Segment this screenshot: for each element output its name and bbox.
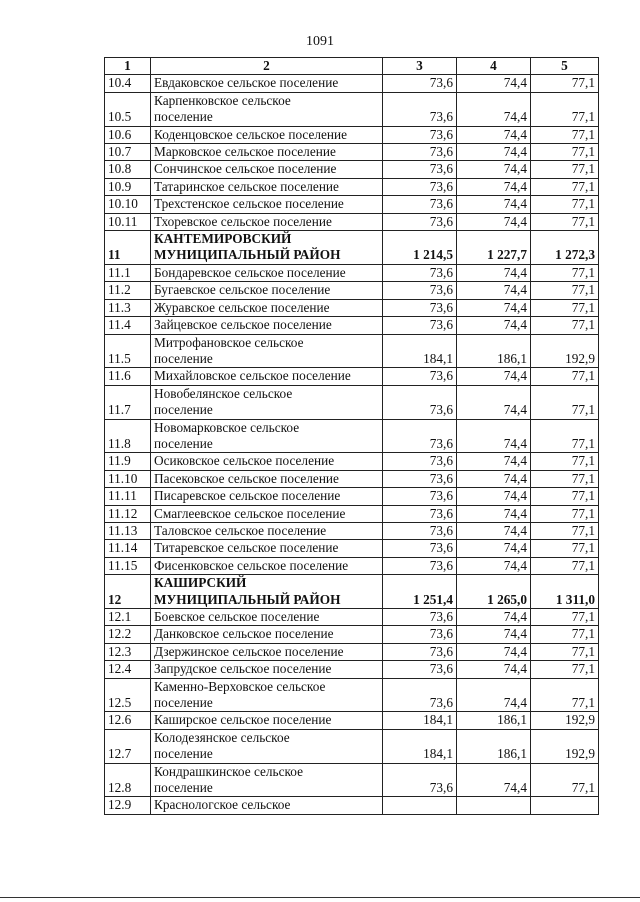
row-value-5: 77,1 <box>531 643 599 660</box>
row-name <box>151 161 383 178</box>
row-value-4: 74,4 <box>457 178 531 195</box>
row-value-4: 74,4 <box>457 282 531 299</box>
row-name-line: Пасековское сельское поселение <box>154 470 339 486</box>
row-name-line: поселение <box>154 746 213 762</box>
table-row <box>105 522 599 539</box>
row-value-4: 74,4 <box>457 505 531 522</box>
row-value-5: 77,1 <box>531 92 599 126</box>
row-value-5: 77,1 <box>531 540 599 557</box>
row-name <box>151 661 383 678</box>
row-value-5: 77,1 <box>531 678 599 712</box>
table-row <box>105 178 599 195</box>
row-number: 11.8 <box>105 419 151 453</box>
row-value-4: 74,4 <box>457 626 531 643</box>
row-value-4 <box>457 797 531 814</box>
row-value-3: 73,6 <box>383 317 457 334</box>
row-name-line: Сончинское сельское поселение <box>154 161 337 177</box>
row-number: 11.5 <box>105 334 151 368</box>
row-value-5: 77,1 <box>531 609 599 626</box>
row-number: 11.9 <box>105 453 151 470</box>
row-value-5: 77,1 <box>531 661 599 678</box>
row-number: 10.7 <box>105 144 151 161</box>
table-row <box>105 505 599 522</box>
table-row <box>105 488 599 505</box>
table-row <box>105 92 599 126</box>
row-name-line: Осиковское сельское поселение <box>154 453 335 469</box>
row-value-4: 74,4 <box>457 213 531 230</box>
row-number: 11.10 <box>105 470 151 487</box>
row-value-4: 74,4 <box>457 540 531 557</box>
row-number: 11.13 <box>105 522 151 539</box>
row-name <box>151 575 383 609</box>
table-row <box>105 540 599 557</box>
row-name-line: Смаглеевское сельское поселение <box>154 505 346 521</box>
row-name <box>151 178 383 195</box>
row-value-3: 73,6 <box>383 75 457 92</box>
row-value-5: 192,9 <box>531 729 599 763</box>
row-number: 11.7 <box>105 385 151 419</box>
row-value-3: 73,6 <box>383 299 457 316</box>
row-value-4: 74,4 <box>457 609 531 626</box>
row-value-3: 73,6 <box>383 609 457 626</box>
row-name <box>151 317 383 334</box>
row-value-3: 1 214,5 <box>383 231 457 265</box>
row-value-3: 73,6 <box>383 678 457 712</box>
row-value-3: 73,6 <box>383 144 457 161</box>
row-value-5: 77,1 <box>531 178 599 195</box>
row-value-3: 73,6 <box>383 196 457 213</box>
row-number: 12 <box>105 575 151 609</box>
row-name <box>151 557 383 574</box>
table-row <box>105 797 599 814</box>
table-row <box>105 299 599 316</box>
row-name-line: Карпенковское сельское <box>154 92 291 108</box>
row-value-3: 73,6 <box>383 470 457 487</box>
row-name <box>151 75 383 92</box>
row-value-4: 74,4 <box>457 661 531 678</box>
row-value-3: 184,1 <box>383 712 457 729</box>
row-name <box>151 626 383 643</box>
table-row <box>105 75 599 92</box>
row-name <box>151 470 383 487</box>
row-value-5: 77,1 <box>531 299 599 316</box>
row-name-line: Колодезянское сельское <box>154 729 290 745</box>
row-value-5: 1 311,0 <box>531 575 599 609</box>
row-value-4: 74,4 <box>457 678 531 712</box>
row-value-3: 73,6 <box>383 661 457 678</box>
row-number: 11.4 <box>105 317 151 334</box>
row-value-3: 73,6 <box>383 453 457 470</box>
row-name-line: МУНИЦИПАЛЬНЫЙ РАЙОН <box>154 591 341 607</box>
row-name <box>151 126 383 143</box>
row-value-4: 74,4 <box>457 144 531 161</box>
row-value-4: 186,1 <box>457 334 531 368</box>
row-value-5: 77,1 <box>531 126 599 143</box>
row-value-5: 77,1 <box>531 196 599 213</box>
table-row <box>105 678 599 712</box>
row-value-5: 77,1 <box>531 419 599 453</box>
row-number: 12.1 <box>105 609 151 626</box>
row-number: 10.11 <box>105 213 151 230</box>
row-value-4: 74,4 <box>457 763 531 797</box>
row-value-5: 77,1 <box>531 161 599 178</box>
row-value-4: 186,1 <box>457 729 531 763</box>
row-name <box>151 678 383 712</box>
row-value-5: 77,1 <box>531 505 599 522</box>
row-value-5: 77,1 <box>531 75 599 92</box>
row-name <box>151 419 383 453</box>
col-header-5: 5 <box>531 58 599 75</box>
row-value-3: 1 251,4 <box>383 575 457 609</box>
table-row <box>105 231 599 265</box>
table-row <box>105 264 599 281</box>
row-value-5: 77,1 <box>531 282 599 299</box>
row-value-5: 77,1 <box>531 453 599 470</box>
row-name-line: Коденцовское сельское поселение <box>154 126 348 142</box>
row-number: 11.2 <box>105 282 151 299</box>
row-number: 10.9 <box>105 178 151 195</box>
row-value-3: 73,6 <box>383 643 457 660</box>
table-row <box>105 575 599 609</box>
table-row <box>105 626 599 643</box>
table-row <box>105 729 599 763</box>
row-number: 10.4 <box>105 75 151 92</box>
row-name <box>151 231 383 265</box>
table-row <box>105 712 599 729</box>
row-number: 12.6 <box>105 712 151 729</box>
row-name <box>151 144 383 161</box>
row-number: 10.10 <box>105 196 151 213</box>
row-number: 10.5 <box>105 92 151 126</box>
table-row <box>105 419 599 453</box>
row-name <box>151 488 383 505</box>
row-value-4: 74,4 <box>457 75 531 92</box>
row-name <box>151 196 383 213</box>
row-value-3: 73,6 <box>383 763 457 797</box>
col-header-2: 2 <box>151 58 383 75</box>
row-value-5: 192,9 <box>531 712 599 729</box>
row-name-line: Журавское сельское поселение <box>154 299 330 315</box>
row-name <box>151 712 383 729</box>
row-name-line: поселение <box>154 695 213 711</box>
row-name-line: Фисенковское сельское поселение <box>154 557 349 573</box>
row-name <box>151 282 383 299</box>
row-value-3: 73,6 <box>383 488 457 505</box>
row-value-4: 74,4 <box>457 126 531 143</box>
table-row <box>105 126 599 143</box>
row-name-line: Таловское сельское поселение <box>154 522 327 538</box>
row-value-4: 74,4 <box>457 264 531 281</box>
row-number: 10.6 <box>105 126 151 143</box>
row-value-4: 74,4 <box>457 643 531 660</box>
row-number: 12.3 <box>105 643 151 660</box>
row-value-5: 77,1 <box>531 522 599 539</box>
row-value-3: 73,6 <box>383 161 457 178</box>
page-number: 1091 <box>306 34 334 49</box>
table-body <box>105 75 599 814</box>
row-value-3: 73,6 <box>383 264 457 281</box>
row-value-5: 77,1 <box>531 385 599 419</box>
row-value-4: 74,4 <box>457 453 531 470</box>
row-name-line: Каширское сельское поселение <box>154 712 332 728</box>
table-row <box>105 453 599 470</box>
row-name-line: Бондаревское сельское поселение <box>154 264 346 280</box>
row-name-line: Титаревское сельское поселение <box>154 540 339 556</box>
row-number: 12.2 <box>105 626 151 643</box>
row-value-5: 192,9 <box>531 334 599 368</box>
row-name-line: КАШИРСКИЙ <box>154 575 247 591</box>
row-name-line: Тхоревское сельское поселение <box>154 213 332 229</box>
row-value-4: 74,4 <box>457 92 531 126</box>
row-number: 11.1 <box>105 264 151 281</box>
row-value-4: 74,4 <box>457 522 531 539</box>
row-name <box>151 299 383 316</box>
row-name <box>151 334 383 368</box>
row-name-line: Боевское сельское поселение <box>154 609 320 624</box>
row-name-line: Дзержинское сельское поселение <box>154 643 344 659</box>
row-name <box>151 368 383 385</box>
table-row <box>105 385 599 419</box>
row-value-3: 73,6 <box>383 419 457 453</box>
table-row <box>105 144 599 161</box>
row-name-line: поселение <box>154 402 213 418</box>
row-name-line: Новомарковское сельское <box>154 419 300 435</box>
row-value-4: 74,4 <box>457 385 531 419</box>
table-row <box>105 317 599 334</box>
row-number: 11.3 <box>105 299 151 316</box>
row-name <box>151 643 383 660</box>
row-name-line: Запрудское сельское поселение <box>154 661 332 677</box>
row-value-5: 1 272,3 <box>531 231 599 265</box>
row-value-3: 73,6 <box>383 282 457 299</box>
table-row <box>105 763 599 797</box>
table-row <box>105 161 599 178</box>
col-header-4: 4 <box>457 58 531 75</box>
row-number: 11 <box>105 231 151 265</box>
row-name <box>151 729 383 763</box>
row-number: 12.8 <box>105 763 151 797</box>
row-value-4: 186,1 <box>457 712 531 729</box>
row-name-line: Каменно-Верховское сельское <box>154 678 326 694</box>
col-header-1: 1 <box>105 58 151 75</box>
row-value-3: 73,6 <box>383 213 457 230</box>
row-value-3: 73,6 <box>383 368 457 385</box>
page-bottom-rule <box>0 897 640 898</box>
header-row <box>105 58 599 75</box>
row-value-5: 77,1 <box>531 213 599 230</box>
row-name-line: Писаревское сельское поселение <box>154 488 341 504</box>
row-name <box>151 540 383 557</box>
row-name-line: поселение <box>154 350 213 366</box>
row-name-line: Митрофановское сельское <box>154 334 304 350</box>
row-value-3: 73,6 <box>383 385 457 419</box>
row-value-4: 74,4 <box>457 196 531 213</box>
row-value-5: 77,1 <box>531 144 599 161</box>
col-header-3: 3 <box>383 58 457 75</box>
table-row <box>105 282 599 299</box>
row-value-4: 1 265,0 <box>457 575 531 609</box>
row-value-3: 73,6 <box>383 126 457 143</box>
row-value-5: 77,1 <box>531 626 599 643</box>
row-value-4: 74,4 <box>457 488 531 505</box>
row-name <box>151 522 383 539</box>
row-value-5: 77,1 <box>531 264 599 281</box>
row-value-4: 1 227,7 <box>457 231 531 265</box>
row-value-3: 73,6 <box>383 505 457 522</box>
row-name <box>151 763 383 797</box>
row-number: 12.4 <box>105 661 151 678</box>
row-name <box>151 385 383 419</box>
row-number: 11.6 <box>105 368 151 385</box>
row-value-3: 184,1 <box>383 729 457 763</box>
row-value-4: 74,4 <box>457 299 531 316</box>
row-name-line: Евдаковское сельское поселение <box>154 75 339 91</box>
row-number: 11.14 <box>105 540 151 557</box>
row-value-4: 74,4 <box>457 470 531 487</box>
row-number: 11.12 <box>105 505 151 522</box>
row-value-4: 74,4 <box>457 161 531 178</box>
row-name-line: Михайловское сельское поселение <box>154 368 351 384</box>
row-value-5 <box>531 797 599 814</box>
row-value-3: 184,1 <box>383 334 457 368</box>
budget-table <box>104 57 599 815</box>
row-name <box>151 797 383 814</box>
row-name <box>151 213 383 230</box>
table-row <box>105 609 599 626</box>
row-value-5: 77,1 <box>531 557 599 574</box>
row-value-5: 77,1 <box>531 470 599 487</box>
table-row <box>105 368 599 385</box>
row-name <box>151 609 383 626</box>
row-name-line: КАНТЕМИРОВСКИЙ <box>154 231 292 247</box>
row-value-5: 77,1 <box>531 317 599 334</box>
row-value-5: 77,1 <box>531 763 599 797</box>
row-number: 10.8 <box>105 161 151 178</box>
row-name-line: Зайцевское сельское поселение <box>154 317 332 333</box>
table-row <box>105 643 599 660</box>
row-name-line: МУНИЦИПАЛЬНЫЙ РАЙОН <box>154 247 341 263</box>
row-name-line: Кондрашкинское сельское <box>154 763 304 779</box>
row-name-line: Марковское сельское поселение <box>154 144 336 160</box>
row-name <box>151 92 383 126</box>
row-value-3: 73,6 <box>383 92 457 126</box>
row-value-3: 73,6 <box>383 626 457 643</box>
row-value-5: 77,1 <box>531 368 599 385</box>
row-name-line: поселение <box>154 109 213 125</box>
row-value-4: 74,4 <box>457 557 531 574</box>
row-name-line: Бугаевское сельское поселение <box>154 282 331 298</box>
row-value-3: 73,6 <box>383 178 457 195</box>
table-row <box>105 470 599 487</box>
row-value-3: 73,6 <box>383 540 457 557</box>
row-value-3: 73,6 <box>383 557 457 574</box>
row-name-line: Татаринское сельское поселение <box>154 178 339 194</box>
row-name-line: Краснологское сельское <box>154 797 291 813</box>
row-value-4: 74,4 <box>457 317 531 334</box>
table-row <box>105 557 599 574</box>
row-value-3: 73,6 <box>383 522 457 539</box>
row-number: 11.15 <box>105 557 151 574</box>
table-row <box>105 196 599 213</box>
row-number: 11.11 <box>105 488 151 505</box>
table-row <box>105 334 599 368</box>
row-number: 12.9 <box>105 797 151 814</box>
row-name-line: поселение <box>154 435 213 451</box>
row-number: 12.5 <box>105 678 151 712</box>
table-row <box>105 661 599 678</box>
row-name <box>151 264 383 281</box>
row-value-5: 77,1 <box>531 488 599 505</box>
row-value-3 <box>383 797 457 814</box>
row-name-line: Трехстенское сельское поселение <box>154 196 344 212</box>
row-name-line: Данковское сельское поселение <box>154 626 334 642</box>
row-name-line: поселение <box>154 780 213 796</box>
row-name <box>151 453 383 470</box>
table-row <box>105 213 599 230</box>
row-value-4: 74,4 <box>457 419 531 453</box>
row-value-4: 74,4 <box>457 368 531 385</box>
row-number: 12.7 <box>105 729 151 763</box>
row-name-line: Новобелянское сельское <box>154 385 293 401</box>
row-name <box>151 505 383 522</box>
